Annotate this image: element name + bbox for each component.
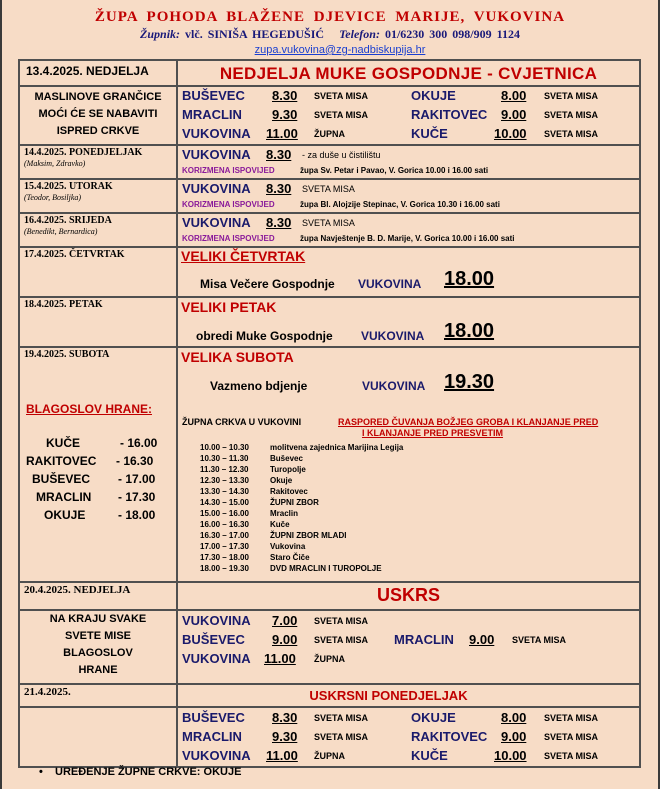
mass-place: KUČE [411,748,448,763]
mass-grid [177,86,640,145]
date-label: 20.4.2025. NEDJELJA [24,584,131,596]
schedule-time: 17.00 – 17.30 [200,542,249,551]
mass-place: VUKOVINA [182,215,251,230]
blessing-time: - 16.00 [120,436,158,450]
schedule-row [200,520,290,529]
confession-info: župa Bl. Alojzije Stepinac, V. Gorica 10.30 i 16.00 sati [300,200,500,209]
schedule-row [200,465,306,474]
mass-time: 8.30 [272,88,298,103]
mass-place: OKUJE [411,88,456,103]
date-label: 16.4.2025. SRIJEDA [24,215,112,226]
confession-info: župa Navještenje B. D. Marije, V. Gorica 10.00 i 16.00 sati [300,234,515,243]
day-cell [177,247,640,297]
schedule-time: 14.30 – 15.00 [200,498,249,507]
mass-time: 11.00 [264,651,296,666]
schedule-group: Mraclin [270,509,299,518]
day-title: NEDJELJA MUKE GOSPODNJE - CVJETNICA [219,64,598,83]
date-cell [19,60,177,86]
mass-note: - za duše u čistilištu [302,150,381,160]
schedule-subtitle: I KLANJANJE PRED PRESVETIM [362,428,504,438]
date-cell [19,213,177,247]
mass-place: VUKOVINA [182,613,251,628]
schedule-time: 10.00 – 10.30 [200,443,249,452]
date-label: 15.4.2025. UTORAK [24,181,113,192]
mass-place: RAKITOVEC [411,107,488,122]
mass-time: 9.00 [469,632,495,647]
mass-place: VUKOVINA [182,126,251,141]
service-place: VUKOVINA [362,379,426,393]
mass-time: 9.30 [272,729,298,744]
schedule-time: 15.00 – 16.00 [200,509,249,518]
blessing-time: - 17.30 [118,490,156,504]
mass-time: 11.00 [266,748,298,763]
schedule-time: 16.00 – 16.30 [200,520,249,529]
schedule-row [200,564,382,573]
mass-time: 8.30 [266,181,292,196]
schedule-row [200,498,319,507]
day-cell [177,179,640,213]
blessing-place: MRACLIN [36,490,92,504]
phone-number: 01/6230 300 098/909 1124 [384,27,520,41]
schedule-group: ŽUPNI ZBOR MLADI [270,531,347,540]
day-cell [177,347,640,582]
schedule-group: molitvena zajednica Marijina Legija [270,443,404,452]
mass-type: SVETA MISA [314,635,369,645]
mass-time: 8.00 [501,710,527,725]
mass-time: 9.00 [501,107,527,122]
day-title: USKRSNI PONEDJELJAK [309,688,468,703]
blessing-place: BUŠEVEC [32,472,91,486]
date-label: 13.4.2025. NEDJELJA [26,64,149,78]
footer-note [39,766,242,778]
mass-type: SVETA MISA [314,732,369,742]
contact-line [0,27,660,42]
title-cell [177,60,640,86]
date-cell [19,247,177,297]
mass-place: KUČE [411,126,448,141]
blessing-time: - 16.30 [116,454,154,468]
schedule-title: RASPORED ČUVANJA BOŽJEG GROBA I KLANJANJE PRED [338,417,599,427]
blessing-title: BLAGOSLOV HRANE: [26,402,152,416]
schedule-time: 10.30 – 11.30 [200,454,249,463]
schedule-row [200,542,305,551]
parish-title: ŽUPA POHODA BLAŽENE DJEVICE MARIJE, VUKOVINA [94,9,566,25]
mass-place: VUKOVINA [182,147,251,162]
blessing-time: - 17.00 [118,472,156,486]
mass-place: MRACLIN [182,107,242,122]
schedule-row [200,553,310,562]
mass-note: SVETA MISA [302,184,355,194]
schedule-time: 12.30 – 13.30 [200,476,249,485]
schedule-group: Vukovina [270,542,306,551]
blessing-place: RAKITOVEC [26,454,97,468]
schedule-time: 17.30 – 18.00 [200,553,249,562]
blessing-note: NA KRAJU SVAKE SVETE MISE BLAGOSLOV HRANE [49,613,147,676]
blessing-time: - 18.00 [118,508,156,522]
mass-time: 10.00 [494,126,527,141]
title-cell [177,582,640,610]
mass-place: VUKOVINA [182,181,251,196]
date-label: 21.4.2025. [24,686,71,698]
schedule-group: Staro Čiče [270,553,310,562]
confession-label: KORIZMENA ISPOVIJED [182,166,275,175]
mass-type: SVETA MISA [544,129,599,139]
mass-type: SVETA MISA [314,110,369,120]
day-title: VELIKI ČETVRTAK [181,248,306,264]
service-time: 18.00 [444,320,495,342]
schedule-group: DVD MRACLIN I TUROPOLJE [270,564,382,573]
date-cell [19,582,177,610]
day-title: VELIKI PETAK [181,299,277,315]
schedule-group: Turopolje [270,465,306,474]
schedule-group: Kuče [270,520,290,529]
mass-place: RAKITOVEC [411,729,488,744]
confession-info: župa Sv. Petar i Pavao, V. Gorica 10.00 i 16.00 sati [300,166,489,175]
schedule-row [200,454,303,463]
mass-time: 8.30 [266,147,292,162]
schedule-time: 11.30 – 12.30 [200,465,249,474]
service-place: VUKOVINA [358,277,422,291]
service-name: obredi Muke Gospodnje [196,329,333,343]
mass-note: SVETA MISA [302,218,355,228]
mass-place: VUKOVINA [182,651,251,666]
mass-grid [177,707,640,767]
saint-names: (Maksim, Zdravko) [24,159,86,168]
schedule-group: Okuje [270,476,293,485]
empty-cell [19,707,177,767]
date-label: 19.4.2025. SUBOTA [24,349,110,360]
mass-type: SVETA MISA [544,713,599,723]
schedule-table [18,59,641,768]
mass-place: OKUJE [411,710,456,725]
mass-type: ŽUPNA [314,751,345,761]
mass-time: 9.30 [272,107,298,122]
day-title: VELIKA SUBOTA [181,349,294,365]
schedule-group: ŽUPNI ZBOR [270,498,319,507]
mass-type: SVETA MISA [544,91,599,101]
date-label: 14.4.2025. PONEDJELJAK [24,147,143,158]
schedule-row [200,476,292,485]
mass-type: SVETA MISA [544,110,599,120]
church-label: ŽUPNA CRKVA U VUKOVINI [182,417,302,427]
date-label: 17.4.2025. ČETVRTAK [24,249,125,260]
mass-type: SVETA MISA [544,732,599,742]
date-label: 18.4.2025. PETAK [24,299,103,310]
phone-label: Telefon: [339,27,380,41]
schedule-row [200,509,298,518]
date-cell [19,179,177,213]
mass-place: MRACLIN [394,632,454,647]
footer-label: UREĐENJE ŽUPNE CRKVE: [55,766,201,778]
mass-type: SVETA MISA [544,751,599,761]
confession-label: KORIZMENA ISPOVIJED [182,200,275,209]
mass-time: 7.00 [272,613,298,628]
service-name: Misa Večere Gospodnje [200,277,335,291]
service-time: 19.30 [444,371,495,393]
title-cell [177,684,640,707]
note-cell [19,86,177,145]
service-name: Vazmeno bdjenje [210,379,308,393]
service-place: VUKOVINA [361,329,425,343]
email-link[interactable]: zupa.vukovina@zg-nadbiskupija.hr [254,44,426,56]
mass-type: SVETA MISA [314,616,369,626]
blessing-place: KUČE [46,436,81,450]
date-cell [19,145,177,179]
mass-type: ŽUPNA [314,654,345,664]
mass-time: 10.00 [494,748,527,763]
schedule-time: 16.30 – 17.00 [200,531,249,540]
schedule-time: 18.00 – 19.30 [200,564,249,573]
mass-place: BUŠEVEC [182,632,245,647]
saint-names: (Teodor, Bosiljka) [24,193,82,202]
mass-time: 9.00 [501,729,527,744]
mass-place: BUŠEVEC [182,710,245,725]
blessing-place: OKUJE [44,508,86,522]
mass-type: ŽUPNA [314,129,345,139]
mass-type: SVETA MISA [512,635,567,645]
confession-label: KORIZMENA ISPOVIJED [182,234,275,243]
mass-time: 9.00 [272,632,298,647]
olive-branch-note: MASLINOVE GRANČICE MOĆI ĆE SE NABAVITI ISPRED CRKVE [34,91,162,137]
pastor-label: Župnik: [140,27,181,41]
schedule-row [200,487,308,496]
note-cell [19,610,177,684]
schedule-row [200,443,403,452]
mass-place: BUŠEVEC [182,88,245,103]
day-title: USKRS [376,585,440,605]
mass-type: SVETA MISA [314,91,369,101]
mass-place: MRACLIN [182,729,242,744]
mass-place: VUKOVINA [182,748,251,763]
mass-grid [177,610,640,684]
bullet-icon: • [39,766,43,778]
service-time: 18.00 [444,268,495,290]
day-cell [177,213,640,247]
schedule-row [200,531,346,540]
footer-value: OKUJE [203,766,242,778]
mass-time: 8.30 [266,215,292,230]
mass-time: 8.30 [272,710,298,725]
pastor-name: vlč. SINIŠA HEGEDUŠIĆ [185,27,325,41]
mass-time: 11.00 [266,126,298,141]
day-cell [177,145,640,179]
mass-type: SVETA MISA [314,713,369,723]
schedule-group: Buševec [270,454,303,463]
mass-time: 8.00 [501,88,527,103]
saint-names: (Benedikt, Bernardica) [24,227,98,236]
schedule-time: 13.30 – 14.30 [200,487,249,496]
date-cell [19,347,177,582]
date-cell [19,297,177,347]
schedule-group: Rakitovec [270,487,308,496]
day-cell [177,297,640,347]
date-cell [19,684,177,707]
